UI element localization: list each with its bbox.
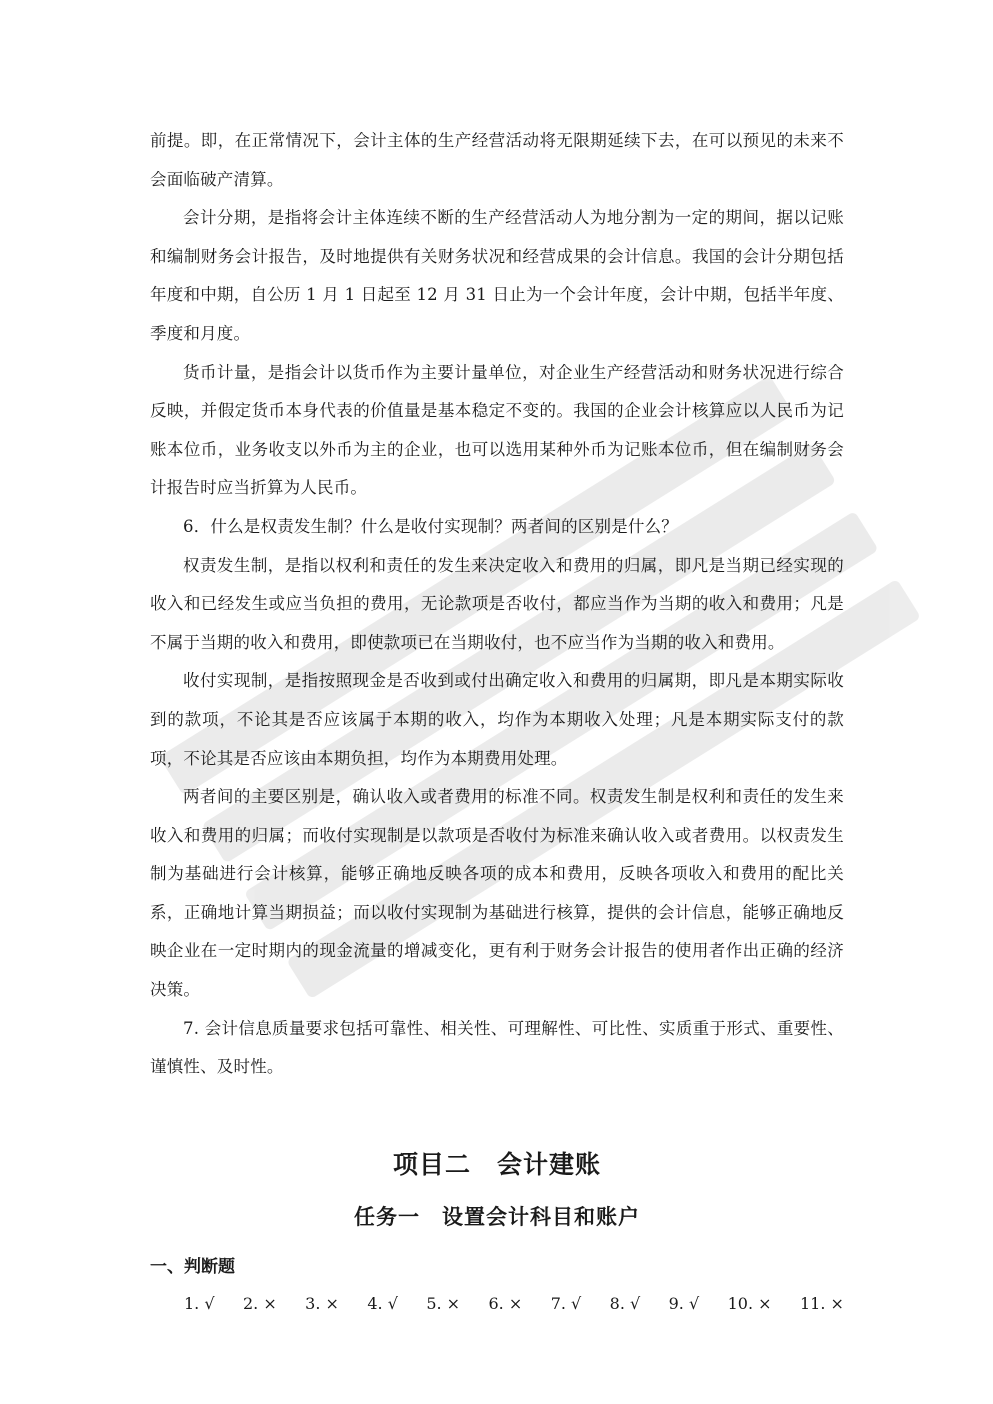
paragraph-cash-basis: 收付实现制，是指按照现金是否收到或付出确定收入和费用的归属期，即凡是本期实际收到的款项，不论其是否应该属于本期的收入，均作为本期收入处理；凡是本期实际支付的款项，不论其是否应该由本期负担，均作为本期费用处理。 bbox=[150, 671, 844, 768]
document-page bbox=[150, 122, 844, 1321]
paragraph-2: 会计分期，是指将会计主体连续不断的生产经营活动人为地分割为一定的期间，据以记账和编制财务会计报告，及时地提供有关财务状况和经营成果的会计信息。我国的会计分期包括年度和中期，自公历 1 月 1 日起至 12 月 31 日止为一个会计年度，会计中期，包括半年度、季度和月度。 bbox=[150, 208, 844, 343]
answer-item: 9. √ bbox=[668, 1293, 700, 1313]
answer-item: 11. × bbox=[799, 1293, 844, 1313]
project-title: 项目二 会计建账 bbox=[392, 1149, 601, 1179]
paragraph-accrual: 权责发生制，是指以权利和责任的发生来决定收入和费用的归属，即凡是当期已经实现的收入和已经发生或应当负担的费用，无论款项是否收付，都应当作为当期的收入和费用；凡是不属于当期的收入和费用，即使款项已在当期收付，也不应当作为当期的收入和费用。 bbox=[150, 555, 844, 652]
answer-list bbox=[150, 1287, 844, 1321]
answer-item: 2. × bbox=[242, 1293, 277, 1313]
answer-item: 4. √ bbox=[367, 1293, 398, 1313]
paragraph-1: 前提。即，在正常情况下，会计主体的生产经营活动将无限期延续下去，在可以预见的未来不会面临破产清算。 bbox=[150, 131, 844, 189]
answer-item: 1. √ bbox=[184, 1293, 215, 1313]
section-title: 一、判断题 bbox=[150, 1256, 235, 1277]
paragraph-difference: 两者间的主要区别是，确认收入或者费用的标准不同。权责发生制是权利和责任的发生来收入和费用的归属；而收付实现制是以款项是否收付为标准来确认收入或者费用。以权责发生制为基础进行会计核算，能够正确地反映各项的成本和费用，反映各项收入和费用的配比关系，正确地计算当期损益；而以收付实现制为基础进行核算，提供的会计信息，能够正确地反映企业在一定时期内的现金流量的增减变化，更有利于财务会计报告的使用者作出正确的经济决策。 bbox=[150, 787, 844, 1000]
question-6: 6．什么是权责发生制？什么是收付实现制？两者间的区别是什么？ bbox=[183, 516, 678, 536]
answer-item: 10. × bbox=[727, 1293, 772, 1313]
answer-item: 8. √ bbox=[609, 1293, 641, 1313]
answer-item: 6. × bbox=[488, 1293, 523, 1313]
question-7: 7. 会计信息质量要求包括可靠性、相关性、可理解性、可比性、实质重于形式、重要性、谨慎性、及时性。 bbox=[150, 1018, 844, 1077]
answer-item: 5. × bbox=[426, 1293, 461, 1313]
answer-item: 7. √ bbox=[550, 1293, 582, 1313]
answer-item: 3. × bbox=[305, 1293, 339, 1313]
paragraph-3: 货币计量，是指会计以货币作为主要计量单位，对企业生产经营活动和财务状况进行综合反映，并假定货币本身代表的价值量是基本稳定不变的。我国的企业会计核算应以人民币为记账本位币，业务收支以外币为主的企业，也可以选用某种外币为记账本位币，但在编制财务会计报告时应当折算为人民币。 bbox=[150, 362, 844, 498]
task-title: 任务一 设置会计科目和账户 bbox=[354, 1204, 640, 1229]
